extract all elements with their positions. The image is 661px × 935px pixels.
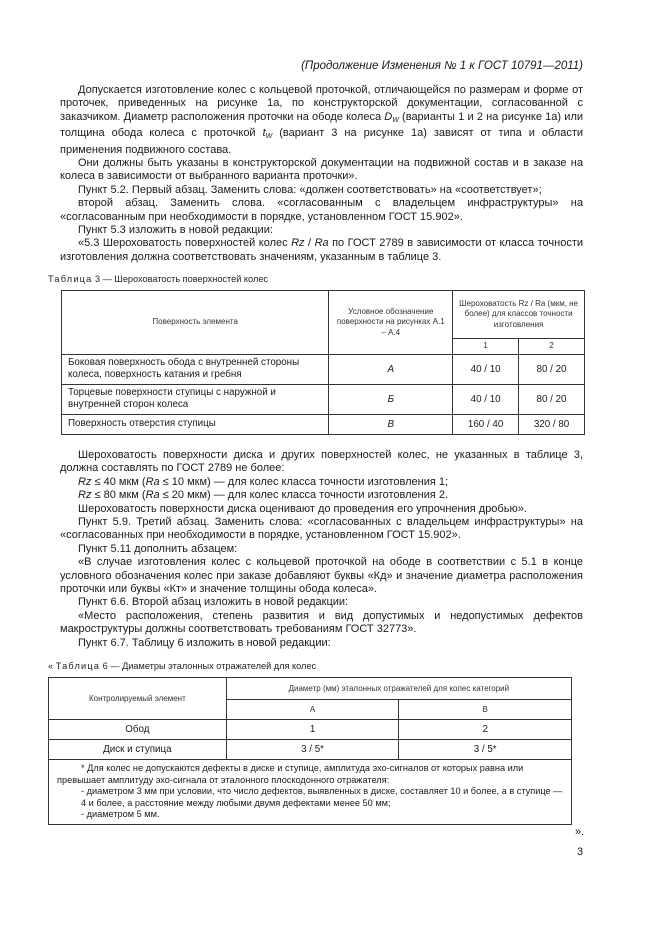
paragraph: Пункт 5.11 дополнить абзацем: (78, 542, 238, 555)
closing-quote: ». (575, 826, 585, 838)
paragraph: Они должны быть указаны в конструкторской документации на подвижной состав и в заказе на колеса в зависимости от выбранного варианта проточки». (60, 157, 583, 183)
paragraph-5-3: «5.3 Шероховатость поверхностей колес Rz / Ra по ГОСТ 2789 в зависимости от класса точности изготовления должна соответствовать значениям, указанным в таблице 3. (60, 237, 583, 263)
header-category-b: В (399, 700, 572, 720)
paragraph: Шероховатость поверхности диска и других поверхностей колес, не указанных в таблице 3, должна составлять по ГОСТ 2789 не более: (60, 449, 583, 475)
paragraph: Пункт 5.2. Первый абзац. Заменить слова: «должен соответствовать» на «соответствует»; (78, 183, 542, 196)
paragraph: «В случае изготовления колес с кольцевой проточкой на ободе в соответствии с 5.1 в конце условного обозначения колес при заказе добавляют буквы «Кд» и значение диаметра расположения проточки или буквы «Кт» и значение толщины обода колеса». (60, 556, 583, 596)
list-item: Rz ≤ 80 мкм (Ra ≤ 20 мкм) — для колес класса точности изготовления 2. (78, 489, 449, 502)
page-header: (Продолжение Изменения № 1 к ГОСТ 10791—2011) (301, 60, 583, 72)
paragraph: Пункт 6.7. Таблицу 6 изложить в новой редакции: (78, 636, 331, 649)
header-element: Контролируемый элемент (49, 678, 227, 720)
header-designation: Условное обозначение поверхности на рисунках А.1 – А.4 (329, 291, 453, 355)
table3-caption: Таблица 3 — Шероховатость поверхностей колес (48, 274, 269, 284)
table-3-roughness (61, 290, 585, 435)
header-class-1: 1 (453, 339, 519, 355)
list-item: Rz ≤ 40 мкм (Ra ≤ 10 мкм) — для колес класса точности изготовления 1; (78, 475, 449, 488)
paragraph: «Место расположения, степень развития и вид допустимых и недопустимых дефектов макроструктуры должны соответствовать требованиям ГОСТ 32773». (60, 609, 583, 636)
paragraph: Пункт 5.9. Третий абзац. Заменить слова: «согласованных с владельцем инфраструктуры» на «согласованных при необходимости в порядке, установленном ГОСТ 15.902». (60, 516, 583, 542)
table-footnote: * Для колес не допускаются дефекты в диске и ступице, амплитуда эхо-сигналов от которых равна или превышает амплитуду эхо-сигнала от эталонного плоскодонного отражателя: - диаметром 3 мм при условии, что число дефектов, выявленных в диске, составляет 10 и более, а в ступице — 4 и более, а расстояние между любыми двумя дефектами менее 50 мм; - диаметром 5 мм. (49, 760, 572, 825)
paragraph-grooves: Допускается изготовление колес с кольцевой проточкой, отличающейся по размерам и форме от проточек, приведенных на рисунке 1а, по конструкторской документации, согласованной с заказчиком. Диаметр расположения проточки на ободе колеса $D_W$ (варианты 1 и 2 на рисунке 1а) или толщина обода колеса с проточкой $t_W$ (вариант 3 на рисунке 1а) зависят от типа и области применения подвижного состава. (60, 84, 584, 156)
paragraph: Пункт 5.3 изложить в новой редакции: (78, 224, 273, 237)
table-row: Поверхность отверстия ступицы В 160 / 40 320 / 80 (62, 414, 585, 434)
symbol-tw: $t_W$ (262, 127, 273, 141)
table-row: Боковая поверхность обода с внутренней стороны колеса, поверхность катания и гребня А 40 / 10 80 / 20 (62, 354, 585, 384)
paragraph: Шероховатость поверхности диска оценивают до проведения его упрочнения дробью». (78, 502, 527, 515)
table-6-reflectors (48, 677, 572, 825)
body-section-2 (60, 449, 583, 650)
table-row: Диск и ступица 3 / 5* 3 / 5* (49, 740, 572, 760)
table-row: Обод 1 2 (49, 720, 572, 740)
page-number: 3 (577, 846, 584, 858)
header-category-a: А (226, 700, 399, 720)
header-roughness: Шероховатость Rz / Ra (мкм, не более) для классов точности изготовления (453, 291, 585, 339)
paragraph: второй абзац. Заменить слова. «согласованным с владельцем инфраструктуры» на «согласованным при необходимости в порядке, установленном ГОСТ 15.902». (60, 197, 583, 223)
table-row: Торцевые поверхности ступицы с наружной и внутренней сторон колеса Б 40 / 10 80 / 20 (62, 384, 585, 414)
symbol-dw: $D_W$ (384, 110, 399, 124)
header-surface: Поверхность элемента (62, 291, 329, 355)
paragraph: Пункт 6.6. Второй абзац изложить в новой редакции: (78, 596, 349, 609)
table6-caption: « Таблица 6 — Диаметры эталонных отражателей для колес (48, 661, 317, 671)
header-class-2: 2 (519, 339, 585, 355)
body-section-1 (60, 84, 583, 264)
header-diameter: Диаметр (мм) эталонных отражателей для колес категорий (226, 678, 571, 700)
